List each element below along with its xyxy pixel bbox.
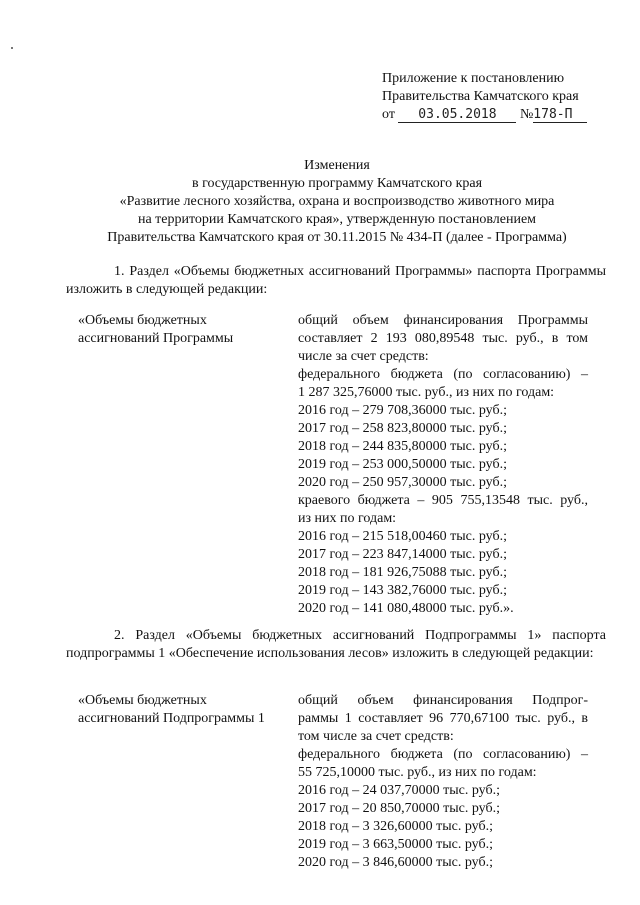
section-1-line: 2017 год – 223 847,14000 тыс. руб.; <box>298 547 507 562</box>
section-1-label <box>78 312 268 348</box>
appendix-line-2: Правительства Камчатского края <box>382 89 579 104</box>
section-2-line: 2016 год – 24 037,70000 тыс. руб.; <box>298 783 500 798</box>
section-1-line: из них по годам: <box>298 511 397 526</box>
section-2-line: 55 725,10000 тыс. руб., из них по годам: <box>298 765 537 780</box>
scan-mark <box>11 47 13 49</box>
handwritten-number: 178-П <box>533 108 587 123</box>
section-2-line: том числе за счет средств: <box>298 729 454 744</box>
section-1-line: федерального бюджета (по согласованию) – <box>298 367 588 382</box>
section-1-label-line-1: «Объемы бюджетных <box>78 313 207 328</box>
section-1-line: краевого бюджета – 905 755,13548 тыс. руб., <box>298 493 588 508</box>
section-1-line: числе за счет средств: <box>298 349 429 364</box>
section-1-line: 2016 год – 279 708,36000 тыс. руб.; <box>298 403 507 418</box>
section-1-label-line-2: ассигнований Программы <box>78 331 234 346</box>
section-2-line: 2020 год – 3 846,60000 тыс. руб.; <box>298 855 493 870</box>
section-1-line: составляет 2 193 080,89548 тыс. руб., в том <box>298 331 588 346</box>
title-line-5: Правительства Камчатского края от 30.11.2015 № 434-П (далее - Программа) <box>107 230 567 245</box>
section-2-label <box>78 692 268 728</box>
appendix-line-1: Приложение к постановлению <box>382 71 565 86</box>
title-line-2: в государственную программу Камчатского края <box>191 176 483 191</box>
title-line-1: Изменения <box>304 158 370 173</box>
section-1-line: 2016 год – 215 518,00460 тыс. руб.; <box>298 529 507 544</box>
appendix-date-line <box>382 106 587 124</box>
section-2-label-line-2: ассигнований Подпрограммы 1 <box>78 711 265 726</box>
section-2-line: раммы 1 составляет 96 770,67100 тыс. руб., в <box>298 711 588 726</box>
section-2-line: 2019 год – 3 663,50000 тыс. руб.; <box>298 837 493 852</box>
section-2-line: 2017 год – 20 850,70000 тыс. руб.; <box>298 801 500 816</box>
handwritten-date: 03.05.2018 <box>398 108 516 123</box>
section-1-line: 2018 год – 181 926,75088 тыс. руб.; <box>298 565 507 580</box>
section-1-line: 1 287 325,76000 тыс. руб., из них по годам: <box>298 385 555 400</box>
section-2-line: общий объем финансирования Подпрог- <box>298 693 588 708</box>
section-2-line: федерального бюджета (по согласованию) – <box>298 747 588 762</box>
section-1-line: 2020 год – 141 080,48000 тыс. руб.». <box>298 601 514 616</box>
title-line-3: «Развитие лесного хозяйства, охрана и воспроизводство животного мира <box>119 194 555 209</box>
section-1-content <box>298 312 588 618</box>
section-1-paragraph: 1. Раздел «Объемы бюджетных ассигнований Программы» паспорта Программы изложить в следующей редакции: <box>66 264 606 297</box>
section-1-line: 2020 год – 250 957,30000 тыс. руб.; <box>298 475 507 490</box>
section-2-label-line-1: «Объемы бюджетных <box>78 693 207 708</box>
section-2-line: 2018 год – 3 326,60000 тыс. руб.; <box>298 819 493 834</box>
section-2-paragraph: 2. Раздел «Объемы бюджетных ассигнований Подпрограммы 1» паспорта подпрограммы 1 «Обеспечение использования лесов» изложить в следующей редакции: <box>66 628 606 661</box>
section-1-line: общий объем финансирования Программы <box>298 313 588 328</box>
number-prefix: № <box>519 107 534 122</box>
date-prefix: от <box>382 107 395 122</box>
section-2-content <box>298 692 588 872</box>
title-line-4: на территории Камчатского края», утвержденную постановлением <box>137 212 537 227</box>
section-1-line: 2019 год – 253 000,50000 тыс. руб.; <box>298 457 507 472</box>
appendix-header <box>382 70 587 124</box>
section-1-line: 2019 год – 143 382,76000 тыс. руб.; <box>298 583 507 598</box>
document-title <box>66 157 608 247</box>
section-1-line: 2018 год – 244 835,80000 тыс. руб.; <box>298 439 507 454</box>
section-1-line: 2017 год – 258 823,80000 тыс. руб.; <box>298 421 507 436</box>
